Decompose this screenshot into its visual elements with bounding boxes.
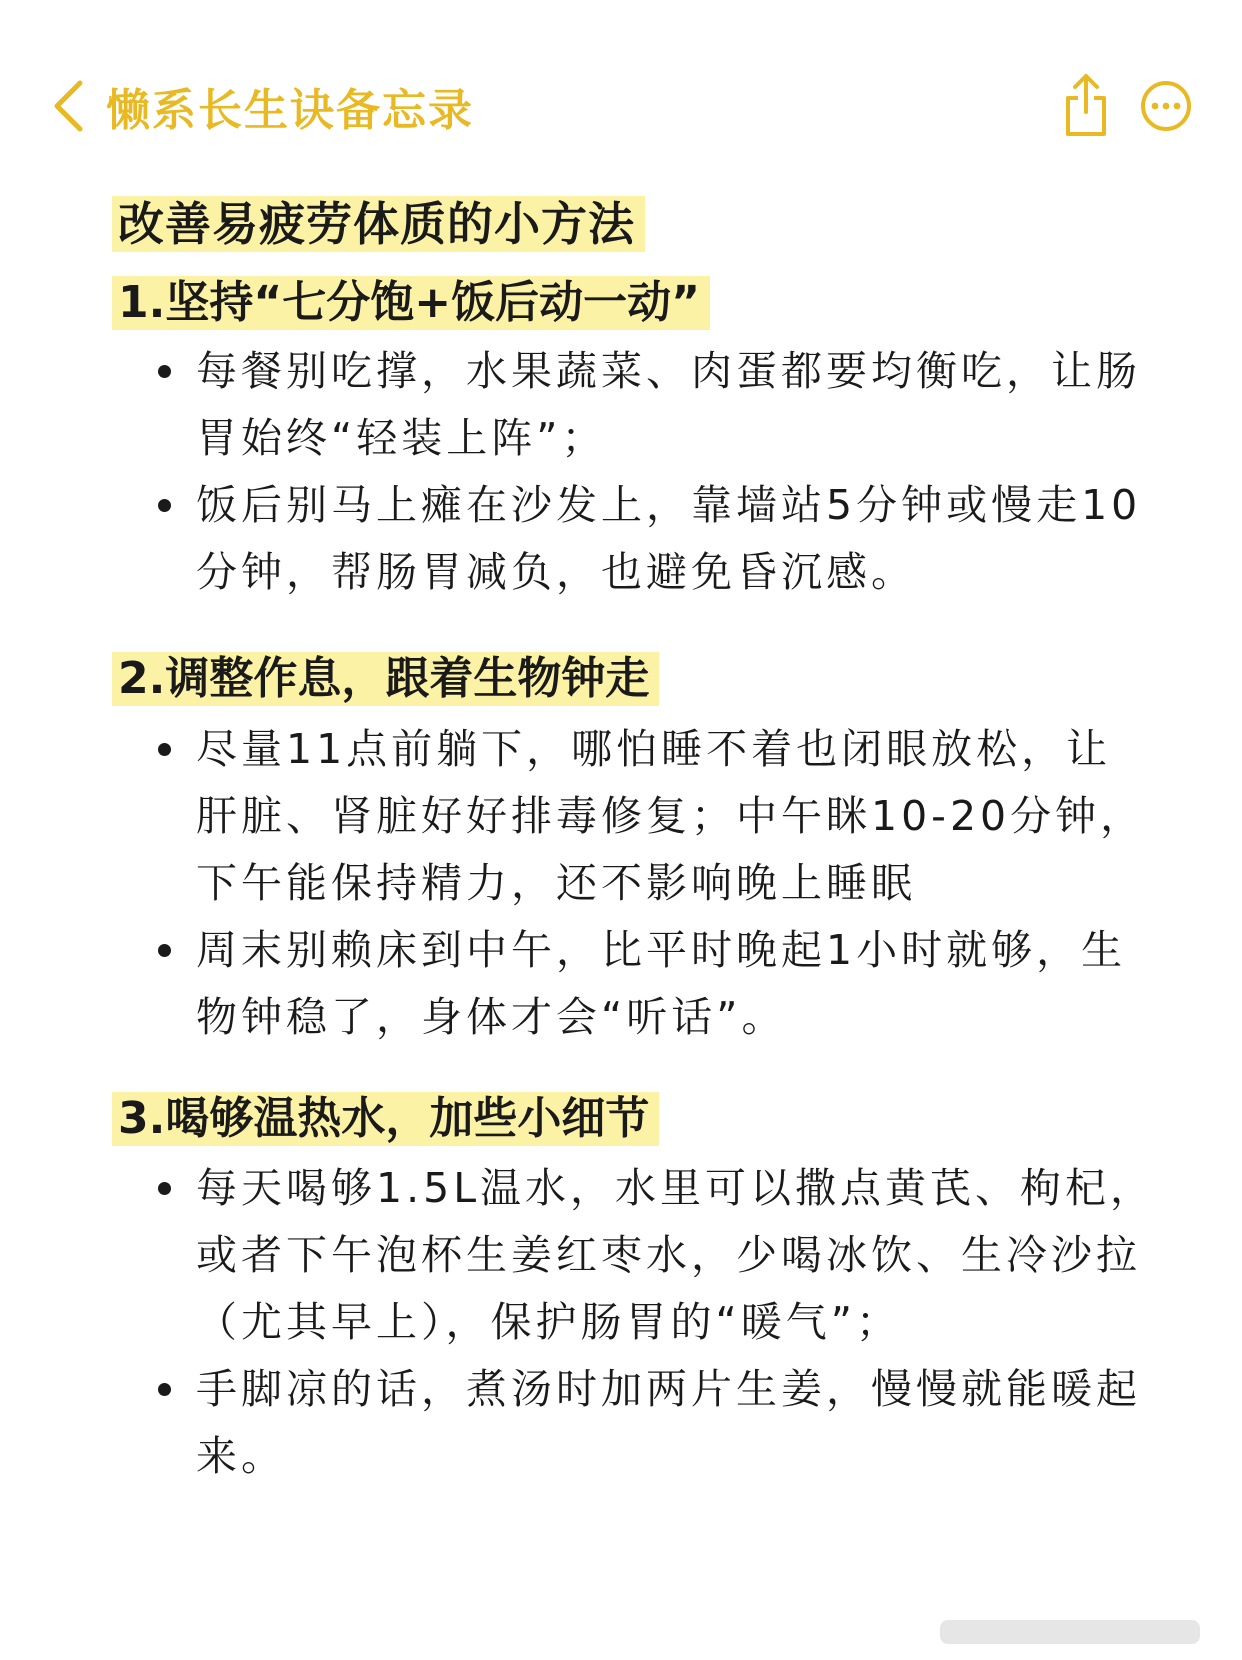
list-item: 周末别赖床到中午，比平时晚起1小时就够，生物钟稳了，身体才会“听话”。 bbox=[196, 917, 1156, 1051]
home-indicator bbox=[940, 1620, 1200, 1644]
share-icon bbox=[1062, 72, 1110, 138]
share-button[interactable] bbox=[1062, 72, 1110, 138]
note-title: 改善易疲劳体质的小方法 bbox=[112, 196, 645, 252]
list-item: 每天喝够1.5L温水，水里可以撒点黄芪、枸杞，或者下午泡杯生姜红枣水，少喝冰饮、生冷沙拉（尤其早上），保护肠胃的“暖气”； bbox=[196, 1155, 1156, 1356]
more-icon bbox=[1140, 80, 1192, 132]
back-button[interactable] bbox=[52, 76, 474, 136]
nav-title: 懒系长生诀备忘录 bbox=[106, 85, 474, 136]
chevron-left-icon bbox=[52, 80, 84, 132]
more-button[interactable] bbox=[1140, 80, 1192, 132]
list-item: 尽量11点前躺下，哪怕睡不着也闭眼放松，让肝脏、肾脏好好排毒修复；中午眯10-20分钟，下午能保持精力，还不影响晚上睡眠 bbox=[196, 716, 1156, 917]
bullet-list bbox=[0, 338, 1242, 606]
section-heading: 2.调整作息，跟着生物钟走 bbox=[112, 652, 659, 706]
bullet-list bbox=[0, 716, 1242, 1051]
list-item: 手脚凉的话，煮汤时加两片生姜，慢慢就能暖起来。 bbox=[196, 1356, 1156, 1490]
bullet-list bbox=[0, 1155, 1242, 1490]
list-item: 每餐别吃撑，水果蔬菜、肉蛋都要均衡吃，让肠胃始终“轻装上阵”； bbox=[196, 338, 1156, 472]
section-heading: 1.坚持“七分饱+饭后动一动” bbox=[112, 276, 710, 330]
list-item: 饭后别马上瘫在沙发上，靠墙站5分钟或慢走10分钟，帮肠胃减负，也避免昏沉感。 bbox=[196, 472, 1156, 606]
section-heading: 3.喝够温热水，加些小细节 bbox=[112, 1092, 659, 1146]
nav-bar bbox=[0, 0, 1242, 200]
